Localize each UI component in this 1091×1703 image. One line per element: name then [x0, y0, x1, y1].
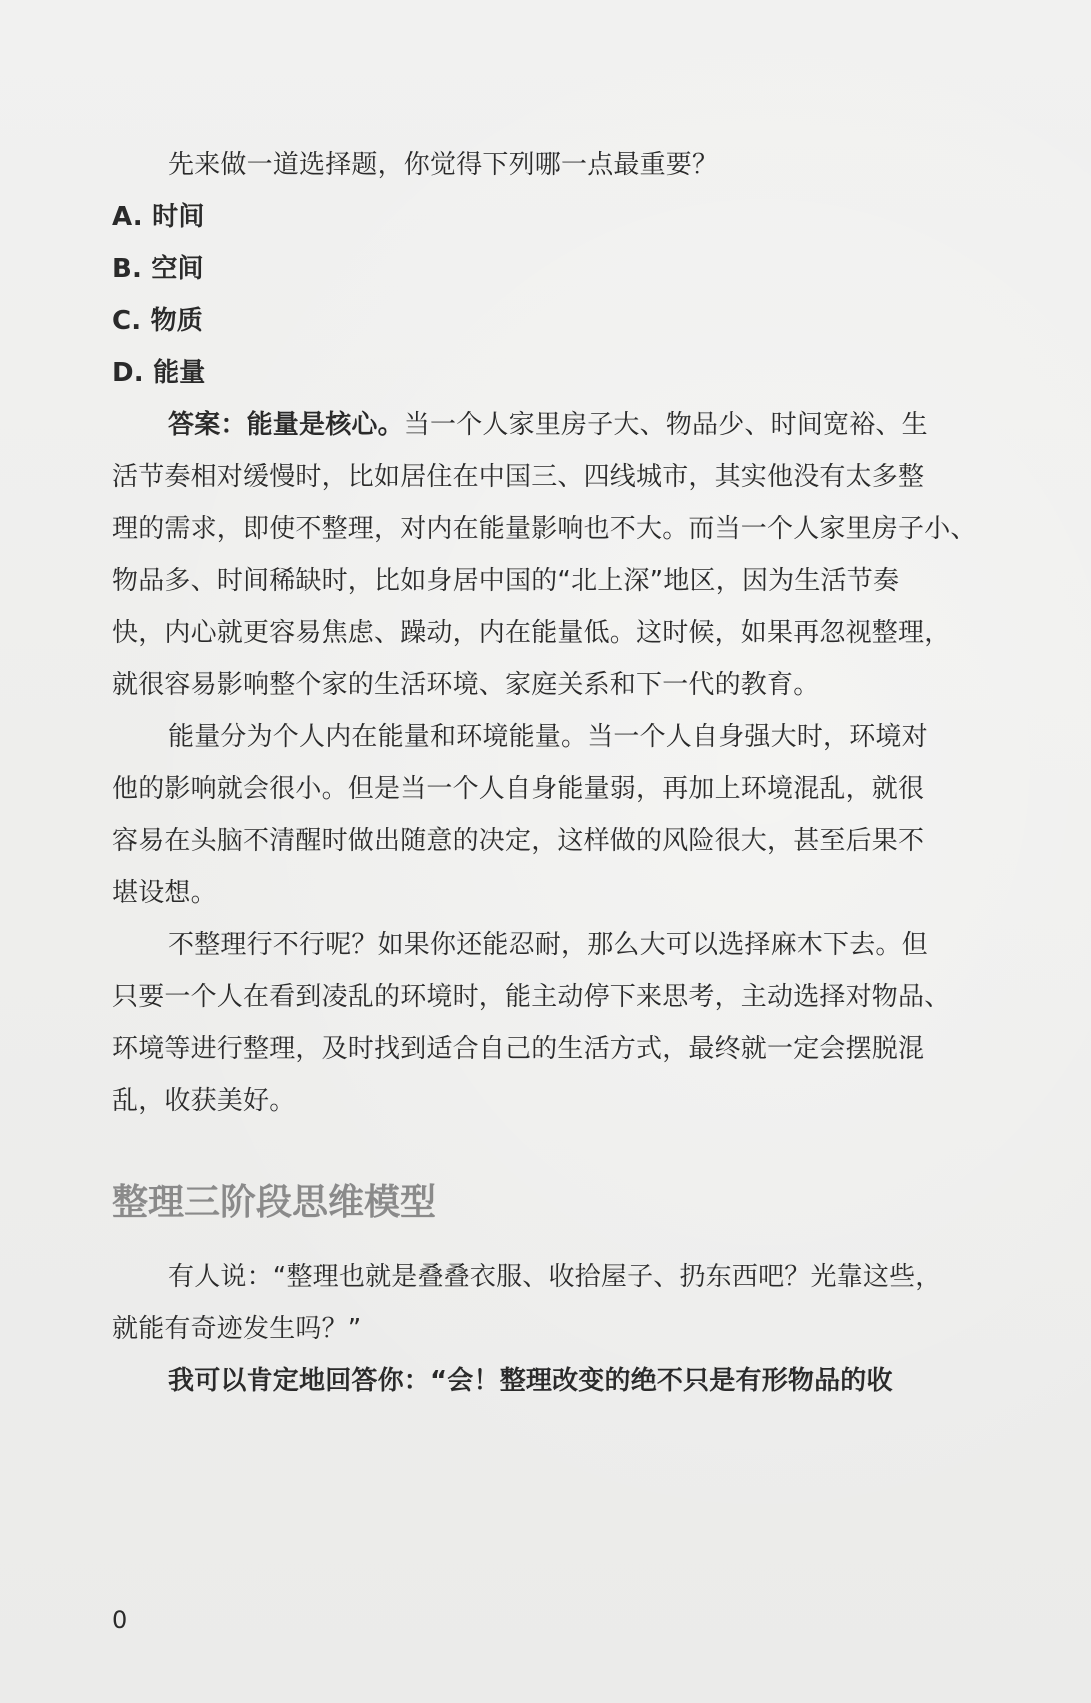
section-bold-line: 我可以肯定地回答你：“会！整理改变的绝不只是有形物品的收 — [168, 1366, 893, 1396]
option-a: A. 时间 — [112, 202, 205, 232]
organize-line-0: 不整理行不行呢？如果你还能忍耐，那么大可以选择麻木下去。但 — [168, 930, 928, 960]
energy-line-3: 堪设想。 — [112, 878, 217, 908]
energy-line-1: 他的影响就会很小。但是当一个人自身能量弱，再加上环境混乱，就很 — [112, 774, 925, 804]
answer-line-5: 就很容易影响整个家的生活环境、家庭关系和下一代的教育。 — [112, 670, 820, 700]
answer-label: 答案：能量是核心。 — [168, 410, 404, 440]
answer-line-1: 活节奏相对缓慢时，比如居住在中国三、四线城市，其实他没有太多整 — [112, 462, 925, 492]
energy-line-2: 容易在头脑不清醒时做出随意的决定，这样做的风险很大，甚至后果不 — [112, 826, 925, 856]
answer-first-line — [168, 408, 928, 442]
section-heading: 整理三阶段思维模型 — [112, 1181, 437, 1223]
organize-line-3: 乱，收获美好。 — [112, 1086, 296, 1116]
answer-line-4: 快，内心就更容易焦虑、躁动，内在能量低。这时候，如果再忽视整理， — [112, 618, 951, 648]
option-c: C. 物质 — [112, 306, 204, 336]
answer-line-0: 当一个人家里房子大、物品少、时间宽裕、生 — [403, 410, 928, 440]
option-b: B. 空间 — [112, 254, 204, 284]
section-line-1: 就能有奇迹发生吗？” — [112, 1314, 362, 1344]
option-d: D. 能量 — [112, 358, 206, 388]
organize-line-2: 环境等进行整理，及时找到适合自己的生活方式，最终就一定会摆脱混 — [112, 1034, 925, 1064]
answer-line-2: 理的需求，即使不整理，对内在能量影响也不大。而当一个人家里房子小、 — [112, 514, 977, 544]
energy-line-0: 能量分为个人内在能量和环境能量。当一个人自身强大时，环境对 — [168, 722, 928, 752]
organize-line-1: 只要一个人在看到凌乱的环境时，能主动停下来思考，主动选择对物品、 — [112, 982, 951, 1012]
question-prompt: 先来做一道选择题，你觉得下列哪一点最重要？ — [168, 150, 719, 180]
answer-line-3: 物品多、时间稀缺时，比如身居中国的“北上深”地区，因为生活节奏 — [112, 566, 900, 596]
section-line-0: 有人说：“整理也就是叠叠衣服、收拾屋子、扔东西吧？光靠这些， — [168, 1262, 942, 1292]
page-number: 0 — [112, 1606, 128, 1634]
